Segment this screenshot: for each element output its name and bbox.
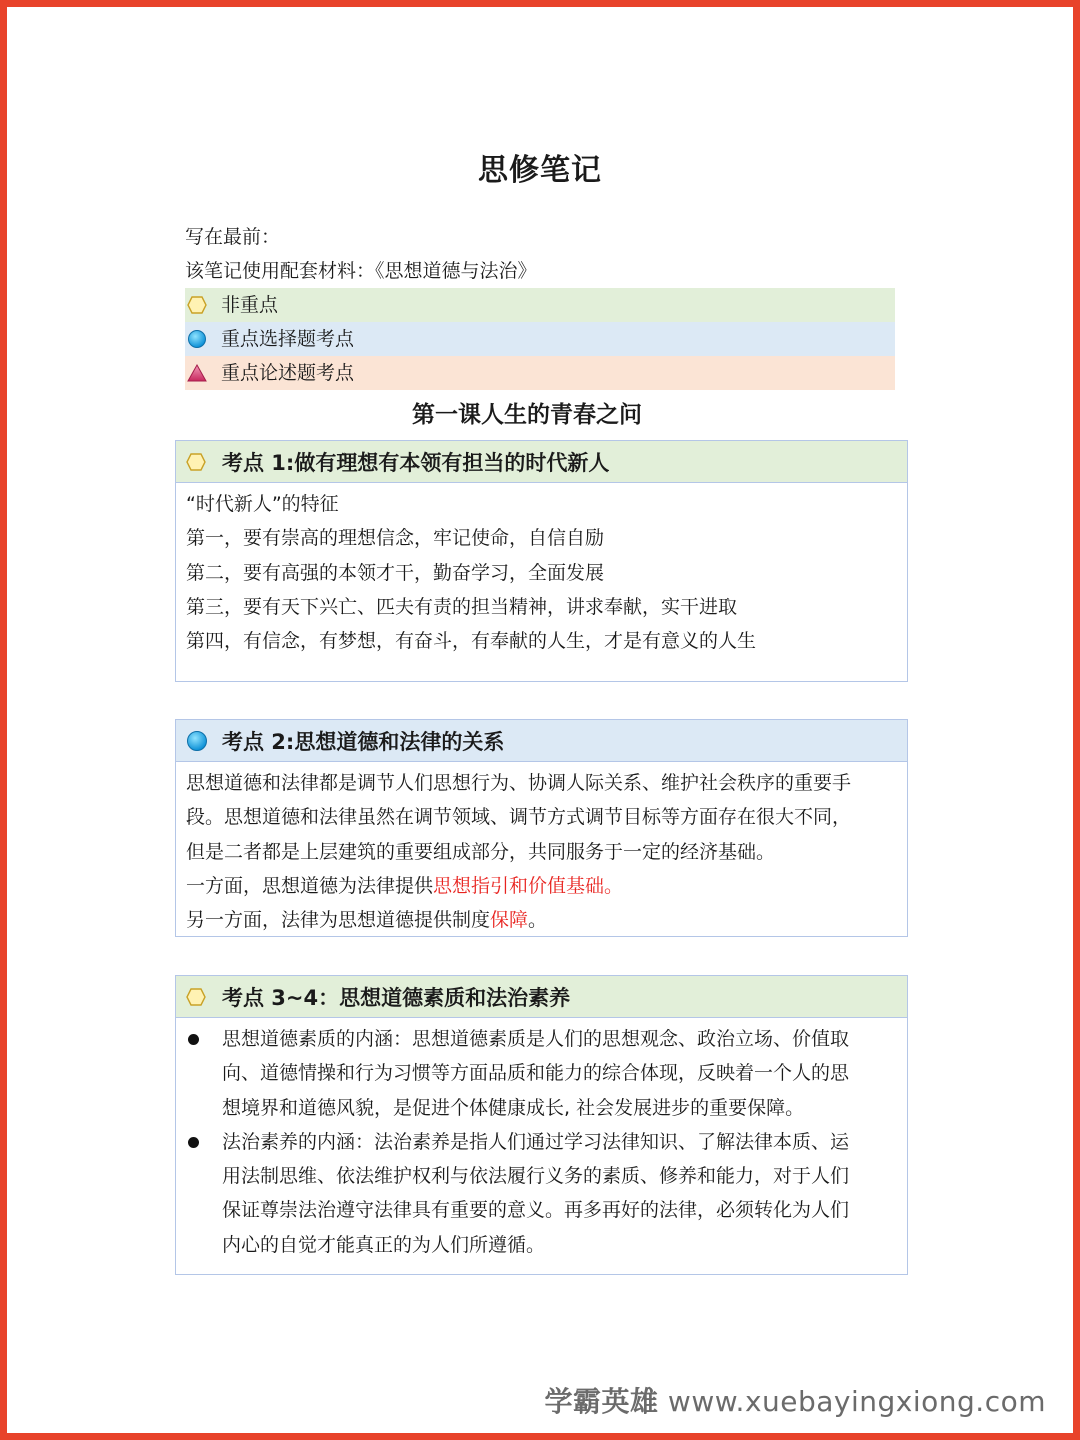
bullet-text [222, 1022, 897, 1125]
card-point-1-header [176, 441, 907, 483]
bullet-line: 内心的自觉才能真正的为人们所遵循。 [222, 1233, 546, 1256]
card-point-1-line: 第二，要有高强的本领才干，勤奋学习，全面发展 [186, 561, 605, 584]
card-point-3-4-header [176, 976, 907, 1018]
text-run: 另一方面，法律为思想道德提供制度 [186, 909, 491, 932]
bullet-dot-icon [186, 1022, 222, 1125]
bullet-line: 法治素养的内涵：法治素养是指人们通过学习法律知识、了解法律本质、运 [222, 1130, 850, 1153]
card-point-2-body [176, 762, 907, 947]
bullet-text [222, 1125, 897, 1262]
bullet-line: 保证尊崇法治遵守法律具有重要的意义。再多再好的法律，必须转化为人们 [222, 1199, 850, 1222]
legend-nonkey [185, 288, 895, 322]
bullet-line: 向、道德情操和行为习惯等方面品质和能力的综合体现，反映着一个人的思 [222, 1062, 850, 1085]
intro-section [185, 220, 895, 390]
highlight-red-text: 思想指引和价值基础。 [433, 874, 624, 897]
watermark-url: www.xuebayingxiong.com [667, 1385, 1046, 1418]
watermark-brand: 学霸英雄 [544, 1385, 659, 1418]
legend-essay-label: 重点论述题考点 [221, 362, 355, 384]
legend-nonkey-label: 非重点 [221, 294, 279, 316]
card-point-2-line [186, 903, 897, 937]
card-point-2-line: 段。思想道德和法律虽然在调节领域、调节方式调节目标等方面存在很大不同， [186, 806, 852, 829]
blue-circle-icon [186, 730, 222, 752]
text-run: 一方面，思想道德为法律提供 [186, 874, 434, 897]
card-point-1-line: 第四，有信念，有梦想，有奋斗，有奉献的人生，才是有意义的人生 [186, 630, 757, 653]
intro-line-2: 该笔记使用配套材料：《思想道德与法治》 [185, 260, 537, 282]
red-triangle-icon [185, 364, 221, 382]
text-run: 。 [528, 909, 548, 932]
legend-mcq-label: 重点选择题考点 [221, 328, 355, 350]
bullet-item [186, 1022, 897, 1125]
bullet-line: 用法制思维、依法维护权利与依法履行义务的素质、修养和能力，对于人们 [222, 1165, 850, 1188]
highlight-red-text: 保障 [490, 909, 529, 932]
card-point-1-heading: 考点 1:做有理想有本领有担当的时代新人 [222, 450, 610, 475]
card-point-3-4-body [176, 1018, 907, 1272]
intro-line-1: 写在最前： [185, 226, 281, 248]
card-point-3-4-heading: 考点 3~4：思想道德素质和法治素养 [222, 985, 571, 1010]
legend-mcq [185, 322, 895, 356]
hexagon-icon [186, 453, 222, 471]
card-point-2-header [176, 720, 907, 762]
bullet-line: 思想道德素质的内涵：思想道德素质是人们的思想观念、政治立场、价值取 [222, 1028, 850, 1050]
hexagon-icon [185, 296, 221, 314]
blue-circle-icon [185, 329, 221, 349]
watermark [545, 1380, 1047, 1420]
card-point-1-body [176, 483, 907, 668]
card-point-2-line [186, 869, 897, 903]
card-point-1 [175, 440, 908, 682]
card-point-2-heading: 考点 2:思想道德和法律的关系 [222, 729, 505, 754]
card-point-2 [175, 719, 908, 937]
card-point-2-line: 思想道德和法律都是调节人们思想行为、协调人际关系、维护社会秩序的重要手 [186, 772, 852, 794]
card-point-1-line: 第一，要有崇高的理想信念，牢记使命，自信自励 [186, 527, 605, 550]
bullet-line: 想境界和道德风貌，是促进个体健康成长, 社会发展进步的重要保障。 [222, 1096, 805, 1119]
bullet-item [186, 1125, 897, 1262]
page-title: 思修笔记 [478, 153, 602, 188]
lesson-title: 第一课人生的青春之问 [412, 402, 642, 428]
hexagon-icon [186, 988, 222, 1006]
card-point-1-line: 第三，要有天下兴亡、匹夫有责的担当精神，讲求奉献，实干进取 [186, 595, 738, 618]
card-point-1-line: “时代新人”的特征 [186, 493, 339, 515]
card-point-2-line: 但是二者都是上层建筑的重要组成部分，共同服务于一定的经济基础。 [186, 840, 776, 863]
bullet-dot-icon [186, 1125, 222, 1262]
card-point-3-4 [175, 975, 908, 1275]
legend-essay [185, 356, 895, 390]
